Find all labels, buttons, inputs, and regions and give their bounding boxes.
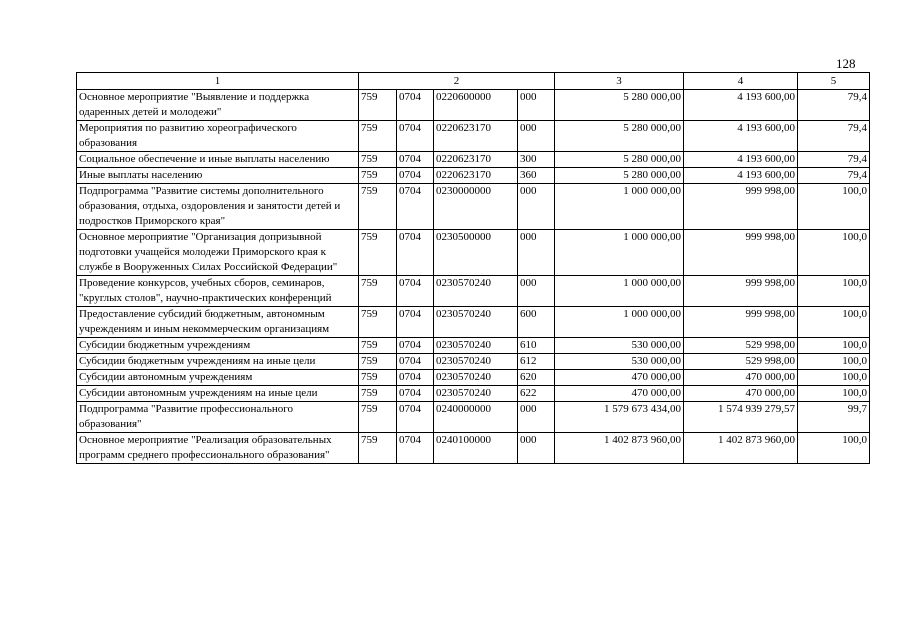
execution-percent: 100,0	[798, 433, 870, 464]
section-code: 0704	[397, 338, 434, 354]
expense-type-code: 000	[518, 276, 555, 307]
target-article-code: 0230500000	[434, 230, 518, 276]
execution-percent: 100,0	[798, 230, 870, 276]
column-header-4: 4	[684, 73, 798, 90]
planned-amount: 5 280 000,00	[555, 168, 684, 184]
target-article-code: 0230570240	[434, 370, 518, 386]
ved-code: 759	[359, 307, 397, 338]
column-header-1: 1	[77, 73, 359, 90]
table-row	[77, 370, 870, 386]
target-article-code: 0230570240	[434, 338, 518, 354]
table-row	[77, 168, 870, 184]
table-body	[77, 90, 870, 464]
actual-amount: 4 193 600,00	[684, 168, 798, 184]
planned-amount: 470 000,00	[555, 386, 684, 402]
table-row	[77, 184, 870, 230]
section-code: 0704	[397, 90, 434, 121]
planned-amount: 1 000 000,00	[555, 230, 684, 276]
actual-amount: 4 193 600,00	[684, 90, 798, 121]
target-article-code: 0220600000	[434, 90, 518, 121]
expense-type-code: 612	[518, 354, 555, 370]
section-code: 0704	[397, 276, 434, 307]
planned-amount: 1 402 873 960,00	[555, 433, 684, 464]
row-name: Мероприятия по развитию хореографического образования	[77, 121, 359, 152]
row-name: Социальное обеспечение и иные выплаты населению	[77, 152, 359, 168]
execution-percent: 100,0	[798, 307, 870, 338]
execution-percent: 100,0	[798, 386, 870, 402]
ved-code: 759	[359, 370, 397, 386]
planned-amount: 530 000,00	[555, 354, 684, 370]
section-code: 0704	[397, 152, 434, 168]
column-header-2: 2	[359, 73, 555, 90]
row-name: Основное мероприятие "Реализация образовательных программ среднего профессионального образования"	[77, 433, 359, 464]
ved-code: 759	[359, 338, 397, 354]
planned-amount: 530 000,00	[555, 338, 684, 354]
row-name: Субсидии бюджетным учреждениям	[77, 338, 359, 354]
expense-type-code: 600	[518, 307, 555, 338]
section-code: 0704	[397, 402, 434, 433]
planned-amount: 5 280 000,00	[555, 152, 684, 168]
expense-type-code: 360	[518, 168, 555, 184]
actual-amount: 999 998,00	[684, 184, 798, 230]
section-code: 0704	[397, 370, 434, 386]
section-code: 0704	[397, 168, 434, 184]
expense-type-code: 300	[518, 152, 555, 168]
expense-type-code: 610	[518, 338, 555, 354]
section-code: 0704	[397, 386, 434, 402]
execution-percent: 100,0	[798, 354, 870, 370]
planned-amount: 1 579 673 434,00	[555, 402, 684, 433]
row-name: Подпрограмма "Развитие системы дополнительного образования, отдыха, оздоровления и занятости детей и подростков Приморского края"	[77, 184, 359, 230]
section-code: 0704	[397, 184, 434, 230]
expense-type-code: 000	[518, 184, 555, 230]
table-row	[77, 354, 870, 370]
expense-type-code: 000	[518, 433, 555, 464]
ved-code: 759	[359, 90, 397, 121]
table-row	[77, 386, 870, 402]
actual-amount: 1 402 873 960,00	[684, 433, 798, 464]
execution-percent: 99,7	[798, 402, 870, 433]
ved-code: 759	[359, 184, 397, 230]
row-name: Основное мероприятие "Организация допризывной подготовки учащейся молодежи Приморского края к службе в Вооруженных Силах Российской Федерации"	[77, 230, 359, 276]
column-header-3: 3	[555, 73, 684, 90]
expense-type-code: 620	[518, 370, 555, 386]
table-row	[77, 90, 870, 121]
actual-amount: 470 000,00	[684, 386, 798, 402]
expense-type-code: 000	[518, 121, 555, 152]
table-row	[77, 402, 870, 433]
actual-amount: 999 998,00	[684, 230, 798, 276]
actual-amount: 470 000,00	[684, 370, 798, 386]
execution-percent: 79,4	[798, 90, 870, 121]
execution-percent: 79,4	[798, 168, 870, 184]
section-code: 0704	[397, 307, 434, 338]
planned-amount: 5 280 000,00	[555, 121, 684, 152]
planned-amount: 1 000 000,00	[555, 307, 684, 338]
ved-code: 759	[359, 386, 397, 402]
row-name: Основное мероприятие "Выявление и поддержка одаренных детей и молодежи"	[77, 90, 359, 121]
section-code: 0704	[397, 433, 434, 464]
actual-amount: 999 998,00	[684, 276, 798, 307]
planned-amount: 1 000 000,00	[555, 276, 684, 307]
actual-amount: 4 193 600,00	[684, 121, 798, 152]
row-name: Субсидии автономным учреждениям на иные цели	[77, 386, 359, 402]
column-header-5: 5	[798, 73, 870, 90]
execution-percent: 79,4	[798, 152, 870, 168]
ved-code: 759	[359, 354, 397, 370]
actual-amount: 1 574 939 279,57	[684, 402, 798, 433]
section-code: 0704	[397, 121, 434, 152]
row-name: Субсидии автономным учреждениям	[77, 370, 359, 386]
table-row	[77, 338, 870, 354]
ved-code: 759	[359, 152, 397, 168]
expense-type-code: 622	[518, 386, 555, 402]
ved-code: 759	[359, 402, 397, 433]
row-name: Предоставление субсидий бюджетным, автономным учреждениям и иным некоммерческим организациям	[77, 307, 359, 338]
row-name: Проведение конкурсов, учебных сборов, семинаров, "круглых столов", научно-практических конференций	[77, 276, 359, 307]
table-row	[77, 152, 870, 168]
budget-table	[76, 72, 870, 464]
ved-code: 759	[359, 230, 397, 276]
expense-type-code: 000	[518, 402, 555, 433]
target-article-code: 0230570240	[434, 354, 518, 370]
planned-amount: 1 000 000,00	[555, 184, 684, 230]
row-name: Иные выплаты населению	[77, 168, 359, 184]
target-article-code: 0230570240	[434, 386, 518, 402]
actual-amount: 999 998,00	[684, 307, 798, 338]
actual-amount: 529 998,00	[684, 354, 798, 370]
execution-percent: 100,0	[798, 276, 870, 307]
execution-percent: 100,0	[798, 184, 870, 230]
expense-type-code: 000	[518, 230, 555, 276]
ved-code: 759	[359, 168, 397, 184]
ved-code: 759	[359, 433, 397, 464]
page-number: 128	[836, 56, 856, 71]
ved-code: 759	[359, 276, 397, 307]
target-article-code: 0230570240	[434, 307, 518, 338]
target-article-code: 0220623170	[434, 152, 518, 168]
ved-code: 759	[359, 121, 397, 152]
planned-amount: 470 000,00	[555, 370, 684, 386]
target-article-code: 0240100000	[434, 433, 518, 464]
table-row	[77, 230, 870, 276]
table-row	[77, 121, 870, 152]
table-row	[77, 307, 870, 338]
table-header	[77, 73, 870, 90]
row-name: Подпрограмма "Развитие профессионального образования"	[77, 402, 359, 433]
actual-amount: 4 193 600,00	[684, 152, 798, 168]
section-code: 0704	[397, 354, 434, 370]
planned-amount: 5 280 000,00	[555, 90, 684, 121]
expense-type-code: 000	[518, 90, 555, 121]
execution-percent: 100,0	[798, 370, 870, 386]
table-row	[77, 433, 870, 464]
target-article-code: 0240000000	[434, 402, 518, 433]
table-row	[77, 276, 870, 307]
row-name: Субсидии бюджетным учреждениям на иные цели	[77, 354, 359, 370]
execution-percent: 79,4	[798, 121, 870, 152]
execution-percent: 100,0	[798, 338, 870, 354]
actual-amount: 529 998,00	[684, 338, 798, 354]
target-article-code: 0230000000	[434, 184, 518, 230]
target-article-code: 0220623170	[434, 168, 518, 184]
section-code: 0704	[397, 230, 434, 276]
target-article-code: 0220623170	[434, 121, 518, 152]
target-article-code: 0230570240	[434, 276, 518, 307]
